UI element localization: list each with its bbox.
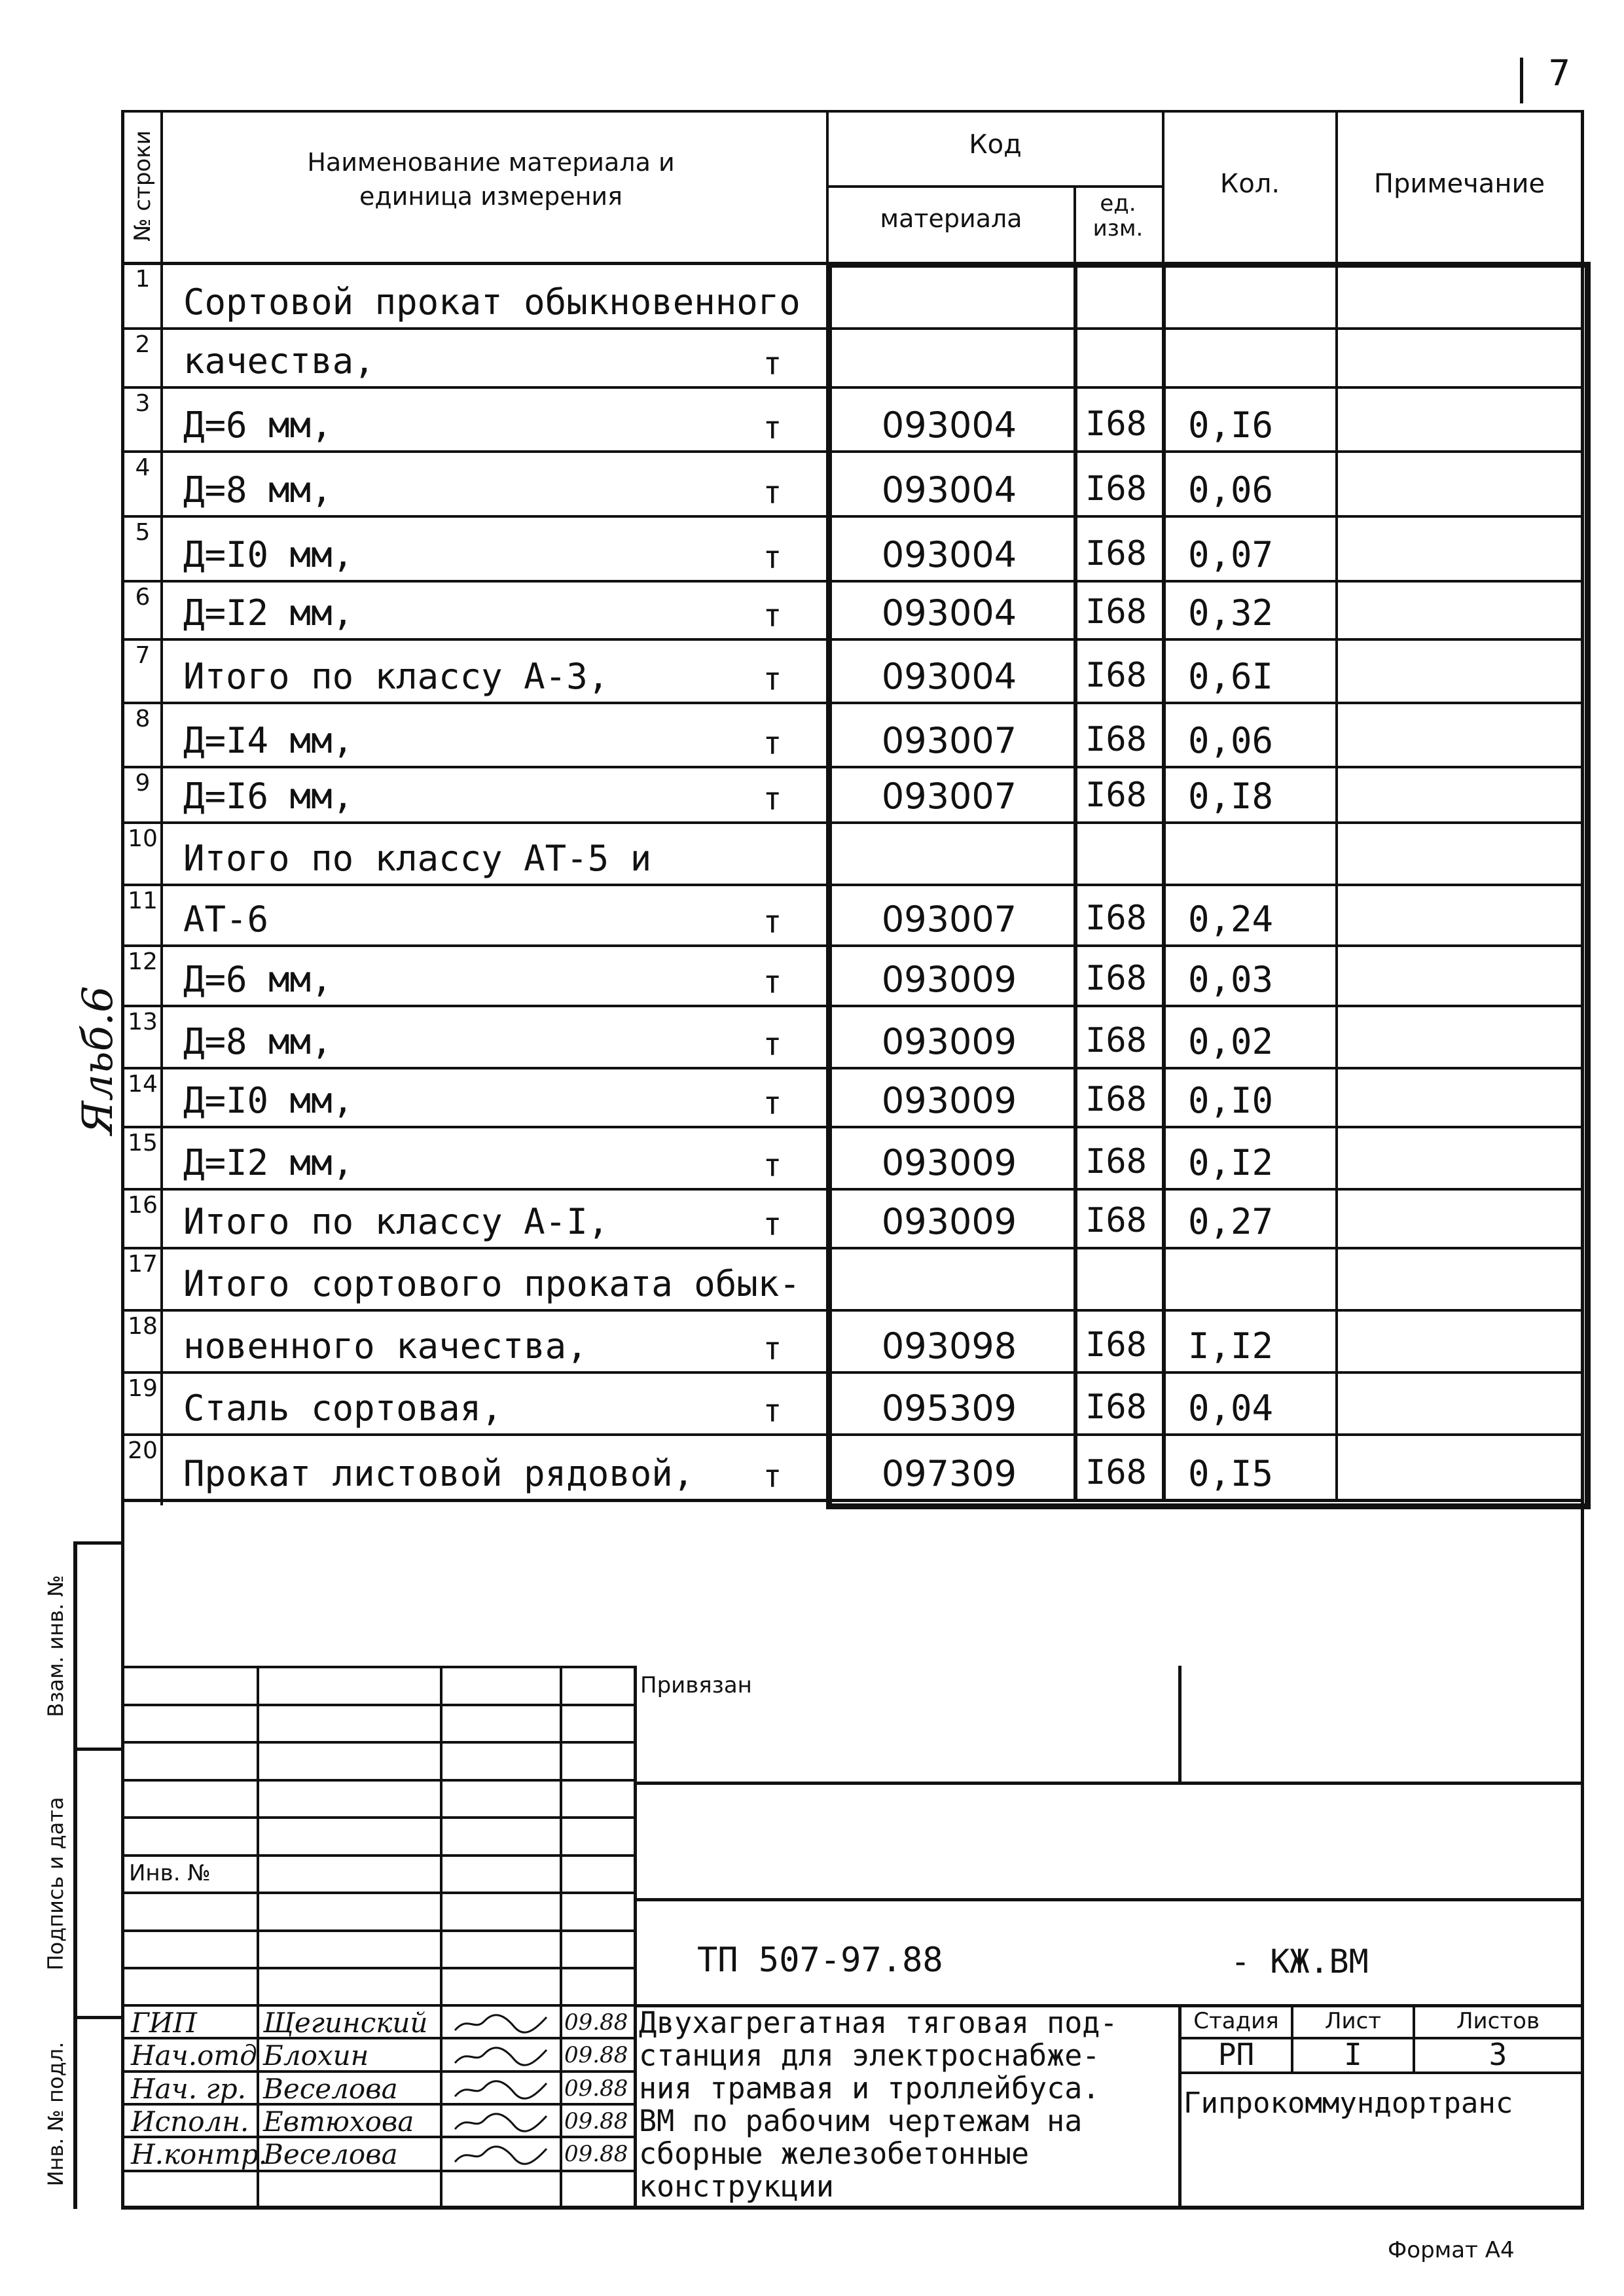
sheet-value: I	[1344, 2037, 1362, 2072]
row-unit-code: I68	[1085, 469, 1147, 509]
row-name: Прокат листовой рядовой,	[183, 1453, 695, 1494]
row-number: 9	[135, 770, 151, 797]
row-code: 093098	[881, 1325, 1017, 1367]
row-number: 20	[128, 1437, 158, 1464]
row-number: 4	[135, 454, 151, 481]
row-qty: 0,24	[1188, 899, 1274, 940]
row-code: 093009	[881, 1021, 1017, 1062]
row-code: 097309	[881, 1453, 1017, 1494]
row-qty: 0,27	[1188, 1201, 1274, 1242]
row-name: Д=I0 мм,	[183, 534, 354, 575]
row-unit: т	[763, 1206, 782, 1243]
row-number: 12	[128, 948, 158, 975]
row-code: 093007	[881, 899, 1017, 940]
stage-value: РП	[1218, 2037, 1255, 2072]
row-number: 7	[135, 642, 151, 669]
row-unit: т	[763, 725, 782, 762]
row-number: 17	[128, 1251, 158, 1278]
signature-mark	[452, 2111, 550, 2134]
row-qty: 0,07	[1188, 534, 1274, 575]
row-number: 6	[135, 584, 151, 611]
row-unit-code: I68	[1085, 959, 1147, 998]
row-code: 093009	[881, 1080, 1017, 1121]
signature-mark	[452, 2078, 550, 2102]
row-qty: 0,03	[1188, 959, 1274, 1000]
row-qty: 0,I2	[1188, 1142, 1274, 1183]
sheet-label: Лист	[1324, 2008, 1382, 2034]
sheets-value: 3	[1489, 2037, 1507, 2072]
signer-role: Нач.отд	[131, 2039, 257, 2072]
row-name: Д=I4 мм,	[183, 720, 354, 761]
row-number: 19	[128, 1375, 158, 1402]
row-qty: 0,I0	[1188, 1080, 1274, 1121]
row-unit: т	[763, 598, 782, 634]
row-unit-code: I68	[1085, 534, 1147, 573]
row-number: 14	[128, 1071, 158, 1098]
signer-name: Щегинский	[263, 2007, 428, 2039]
row-number: 1	[135, 266, 151, 293]
row-unit: т	[763, 1331, 782, 1367]
row-unit-code: I68	[1085, 1388, 1147, 1427]
side-note: Яльб.6	[74, 986, 122, 1135]
row-qty: 0,I5	[1188, 1453, 1274, 1494]
header-code: Код	[969, 130, 1022, 160]
doc-code: ТП 507-97.88	[697, 1941, 943, 1980]
signer-role: Н.контр.	[131, 2138, 268, 2170]
row-code: 093004	[881, 656, 1017, 697]
row-number: 13	[128, 1009, 158, 1035]
row-name: Д=8 мм,	[183, 469, 333, 511]
header-material: материала	[880, 204, 1022, 233]
row-unit: т	[763, 1085, 782, 1122]
row-qty: 0,04	[1188, 1388, 1274, 1429]
header-qty: Кол.	[1219, 169, 1280, 199]
doc-suffix: - КЖ.ВМ	[1231, 1943, 1369, 1981]
row-unit: т	[763, 904, 782, 941]
signer-date: 09.88	[564, 2108, 628, 2134]
row-unit-code: I68	[1085, 1080, 1147, 1119]
row-unit-code: I68	[1085, 776, 1147, 815]
row-name: Д=I2 мм,	[183, 592, 354, 634]
row-name: Д=I6 мм,	[183, 776, 354, 817]
row-unit-code: I68	[1085, 404, 1147, 444]
signer-role: Исполн.	[131, 2106, 249, 2138]
row-unit: т	[763, 661, 782, 698]
row-name: Д=8 мм,	[183, 1021, 333, 1062]
format-label: Формат А4	[1388, 2237, 1515, 2263]
row-name: Итого сортового проката обык-	[183, 1263, 801, 1304]
row-unit: т	[763, 475, 782, 511]
row-unit-code: I68	[1085, 1021, 1147, 1060]
row-unit: т	[763, 410, 782, 446]
row-code: 093009	[881, 1142, 1017, 1183]
row-unit: т	[763, 539, 782, 576]
organization: Гипрокоммундортранс	[1183, 2087, 1513, 2120]
signer-name: Веселова	[263, 2073, 398, 2105]
row-name: Сталь сортовая,	[183, 1388, 503, 1429]
signature-mark	[452, 2144, 550, 2167]
row-name: Д=I0 мм,	[183, 1080, 354, 1121]
row-unit: т	[763, 346, 782, 382]
signer-role: ГИП	[131, 2007, 198, 2039]
row-name: новенного качества,	[183, 1325, 588, 1367]
sheets-label: Листов	[1456, 2008, 1540, 2034]
row-code: 093009	[881, 959, 1017, 1000]
row-qty: 0,06	[1188, 469, 1274, 511]
row-unit-code: I68	[1085, 592, 1147, 632]
signer-date: 09.88	[564, 2042, 628, 2068]
row-unit-code: I68	[1085, 1201, 1147, 1240]
row-name: Итого по классу А-3,	[183, 656, 609, 697]
row-name: Сортовой прокат обыкновенного	[183, 281, 801, 323]
row-number: 11	[128, 888, 158, 914]
row-code: 093009	[881, 1201, 1017, 1242]
header-note: Примечание	[1373, 169, 1545, 199]
signer-role: Нач. гр.	[131, 2073, 246, 2105]
row-code: 093004	[881, 534, 1017, 575]
row-unit: т	[763, 781, 782, 817]
row-unit: т	[763, 1458, 782, 1495]
row-number: 18	[128, 1313, 158, 1340]
header-unit-code: ед. изм.	[1092, 190, 1144, 242]
side-label-signature: Подпись и дата	[43, 1796, 68, 1971]
row-code: 093007	[881, 720, 1017, 761]
signature-mark	[452, 2045, 550, 2068]
row-unit-code: I68	[1085, 720, 1147, 759]
row-qty: 0,I6	[1188, 404, 1274, 446]
header-name: Наименование материала и единица измерения	[307, 148, 675, 211]
row-number: 2	[135, 331, 151, 358]
row-name: качества,	[183, 340, 375, 382]
signer-name: Веселова	[263, 2138, 398, 2170]
row-unit: т	[763, 1026, 782, 1063]
row-name: Итого по классу АТ-5 и	[183, 838, 652, 879]
row-unit-code: I68	[1085, 899, 1147, 938]
row-unit-code: I68	[1085, 1142, 1147, 1181]
row-number: 15	[128, 1130, 158, 1157]
row-name: Д=6 мм,	[183, 404, 333, 446]
signer-name: Евтюхова	[263, 2106, 414, 2138]
row-unit-code: I68	[1085, 1325, 1147, 1365]
signer-name: Блохин	[263, 2039, 369, 2072]
row-number: 3	[135, 390, 151, 417]
row-number: 8	[135, 706, 151, 732]
row-code: 095309	[881, 1388, 1017, 1429]
row-name: Д=I2 мм,	[183, 1142, 354, 1183]
row-name: АТ-6	[183, 899, 269, 940]
row-name: Д=6 мм,	[183, 959, 333, 1000]
signature-mark	[452, 2012, 550, 2036]
side-label-replacement: Взам. инв. №	[43, 1575, 68, 1717]
page-number: 7	[1548, 52, 1571, 94]
row-name: Итого по классу А-I,	[183, 1201, 609, 1242]
row-number: 5	[135, 519, 151, 546]
row-qty: 0,06	[1188, 720, 1274, 761]
row-number: 10	[128, 825, 158, 852]
row-unit: т	[763, 964, 782, 1001]
header-row-number: № строки	[129, 130, 156, 242]
inv-label: Инв. №	[129, 1860, 211, 1886]
row-unit: т	[763, 1147, 782, 1184]
row-qty: 0,32	[1188, 592, 1274, 634]
signer-date: 09.88	[564, 2141, 628, 2167]
row-qty: 0,02	[1188, 1021, 1274, 1062]
signer-date: 09.88	[564, 2009, 628, 2036]
bound-label: Привязан	[640, 1672, 752, 1698]
row-code: 093004	[881, 404, 1017, 446]
row-code: 093004	[881, 469, 1017, 511]
row-code: 093004	[881, 592, 1017, 634]
row-code: 093007	[881, 776, 1017, 817]
row-number: 16	[128, 1192, 158, 1219]
doc-title: Двухагрегатная тяговая под- станция для электроснабже- ния трамвая и троллейбуса. ВМ по рабочим чертежам на сборные железобетонные конструкции	[639, 2005, 1118, 2204]
row-qty: 0,6I	[1188, 656, 1274, 697]
row-unit-code: I68	[1085, 1453, 1147, 1492]
row-qty: I,I2	[1188, 1325, 1274, 1367]
stage-label: Стадия	[1193, 2008, 1279, 2034]
signer-date: 09.88	[564, 2075, 628, 2102]
row-unit: т	[763, 1393, 782, 1429]
row-qty: 0,I8	[1188, 776, 1274, 817]
side-label-original: Инв. № подл.	[43, 2041, 68, 2187]
row-unit-code: I68	[1085, 656, 1147, 695]
